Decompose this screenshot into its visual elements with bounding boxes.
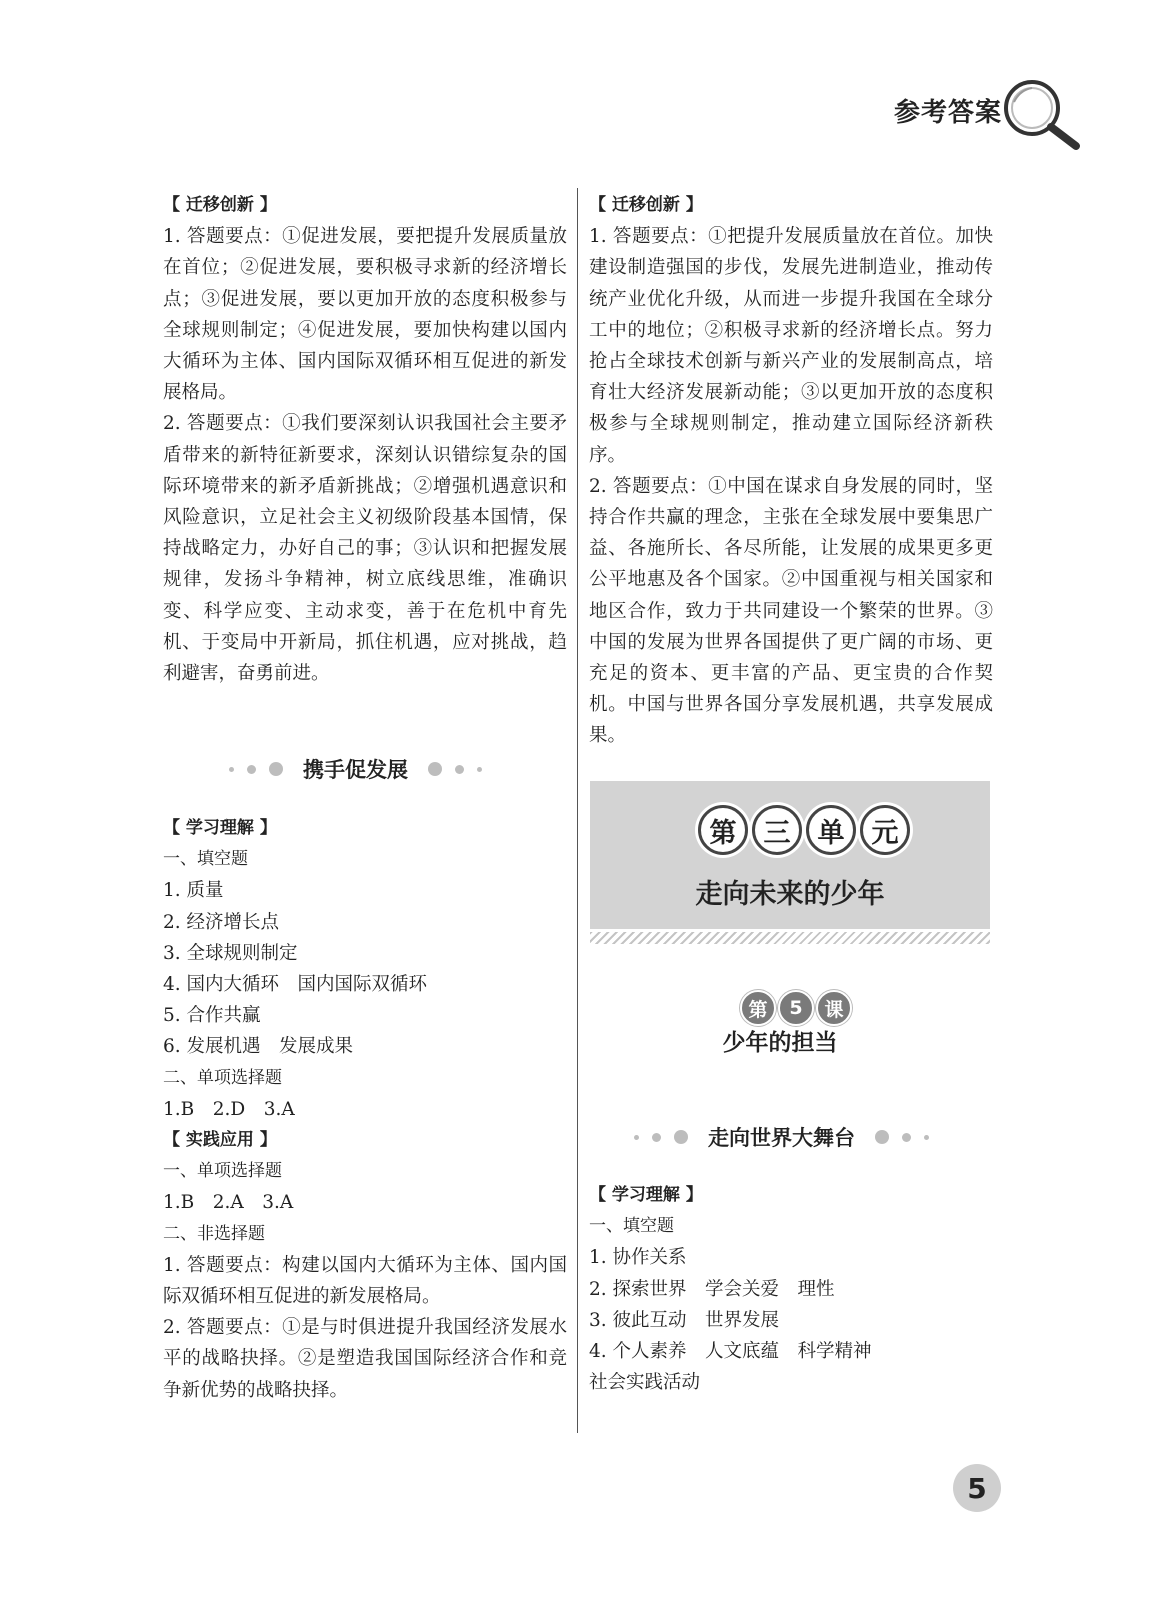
unit-char: 元 [860,805,910,855]
list-item: 3. 彼此互动 世界发展 [589,1309,780,1331]
magnifier-icon [1000,78,1082,152]
page-number: 5 [953,1464,1001,1512]
list-item: 1. 协作关系 [589,1247,687,1269]
unit-char: 单 [806,805,856,855]
left-dots-decoration [634,1130,688,1144]
right-top-block [589,190,993,752]
answer-paragraph: 1. 答题要点：①促进发展，要把提升发展质量放在首位；②促进发展，要积极寻求新的经济增长点；③促进发展，要以更加开放的态度积极参与全球规则制定；④促进发展，要加快构建以国内大循环为主体、国内国际双循环相互促进的新发展格局。 [163,226,567,404]
lesson-char: 第 [740,990,776,1026]
page-header-title: 参考答案 [894,98,1003,128]
practice-tag: 【 实践应用 】 [163,1130,277,1151]
answer-paragraph: 2. 答题要点：①是与时俱进提升我国经济发展水平的战略抉择。②是塑造我国国际经济合作和竞争新优势的战略抉择。 [163,1317,567,1401]
column-divider [577,188,578,1433]
lesson-char: 课 [816,990,852,1026]
unit-label [698,805,910,855]
unit-banner-hatch [590,932,990,944]
right-dots-decoration [428,762,482,776]
lesson-title: 少年的担当 [722,1030,838,1056]
answer-paragraph: 2. 答题要点：①我们要深刻认识我国社会主要矛盾带来的新特征新要求，深刻认识错综复杂的国际环境带来的新矛盾新挑战；②增强机遇意识和风险意识，立足社会主义初级阶段基本国情，保持战略定力，办好自己的事；③认识和把握发展规律，发扬斗争精神，树立底线思维，准确识变、科学应变、主动求变，善于在危机中育先机、于变局中开新局，抓住机遇，应对挑战，趋利避害，奋勇前进。 [163,413,567,685]
list-item: 3. 全球规则制定 [163,942,298,964]
lesson-badge [740,990,852,1026]
section-title: 走向世界大舞台 [708,1126,855,1150]
unit-char: 三 [752,805,802,855]
unit-title: 走向未来的少年 [695,879,885,910]
fill-blank-heading: 一、填空题 [589,1216,674,1237]
list-item: 2. 经济增长点 [163,911,280,933]
section-heading-cooperation [229,754,482,784]
answer-paragraph: 1. 答题要点：构建以国内大循环为主体、国内国际双循环相互促进的新发展格局。 [163,1254,567,1308]
answer-paragraph: 2. 答题要点：①中国在谋求自身发展的同时，坚持合作共赢的理念，主张在全球发展中要集思广益、各施所长、各尽所能，让发展的成果更多更公平地惠及各个国家。②中国重视与相关国家和地区合作，致力于共同建设一个繁荣的世界。③中国的发展为世界各国提供了更广阔的市场、更充足的资本、更丰富的产品、更宝贵的合作契机。中国与世界各国分享发展机遇，共享发展成果。 [589,475,993,747]
section-heading-world-stage [634,1122,929,1152]
list-item: 6. 发展机遇 发展成果 [163,1036,354,1058]
learning-tag: 【 学习理解 】 [163,818,277,838]
transfer-innovation-tag: 【 迁移创新 】 [163,195,277,215]
practice-single-answers: 1.B 2.A 3.A [163,1192,294,1214]
single-choice-answers: 1.B 2.D 3.A [163,1098,295,1120]
right-dots-decoration [875,1130,929,1144]
lesson-char: 5 [778,990,814,1026]
right-bottom-block [589,1180,993,1398]
list-item: 4. 个人素养 人文底蕴 科学精神 [589,1341,872,1363]
answer-paragraph: 1. 答题要点：①把提升发展质量放在首位。加快建设制造强国的步伐，发展先进制造业，推动传统产业优化升级，从而进一步提升我国在全球分工中的地位；②积极寻求新的经济增长点。努力抢占全球技术创新与新兴产业的发展制高点，培育壮大经济发展新动能；③以更加开放的态度积极参与全球规则制定，推动建立国际经济新秩序。 [589,226,993,466]
section-title: 携手促发展 [303,758,408,782]
transfer-innovation-tag: 【 迁移创新 】 [589,195,703,215]
non-choice-heading: 二、非选择题 [163,1223,265,1244]
left-dots-decoration [229,762,283,776]
list-item: 1. 质量 [163,880,224,902]
single-choice-heading: 二、单项选择题 [163,1067,282,1088]
left-bottom-block [163,813,567,1406]
learning-tag: 【 学习理解 】 [589,1185,703,1205]
list-item: 2. 探索世界 学会关爱 理性 [589,1278,835,1300]
practice-single-heading: 一、单项选择题 [163,1161,282,1182]
left-top-block [163,190,567,689]
list-item: 4. 国内大循环 国内国际双循环 [163,974,428,996]
unit-char: 第 [698,805,748,855]
fill-blank-heading: 一、填空题 [163,849,248,870]
list-item: 社会实践活动 [589,1372,701,1394]
list-item: 5. 合作共赢 [163,1005,261,1027]
